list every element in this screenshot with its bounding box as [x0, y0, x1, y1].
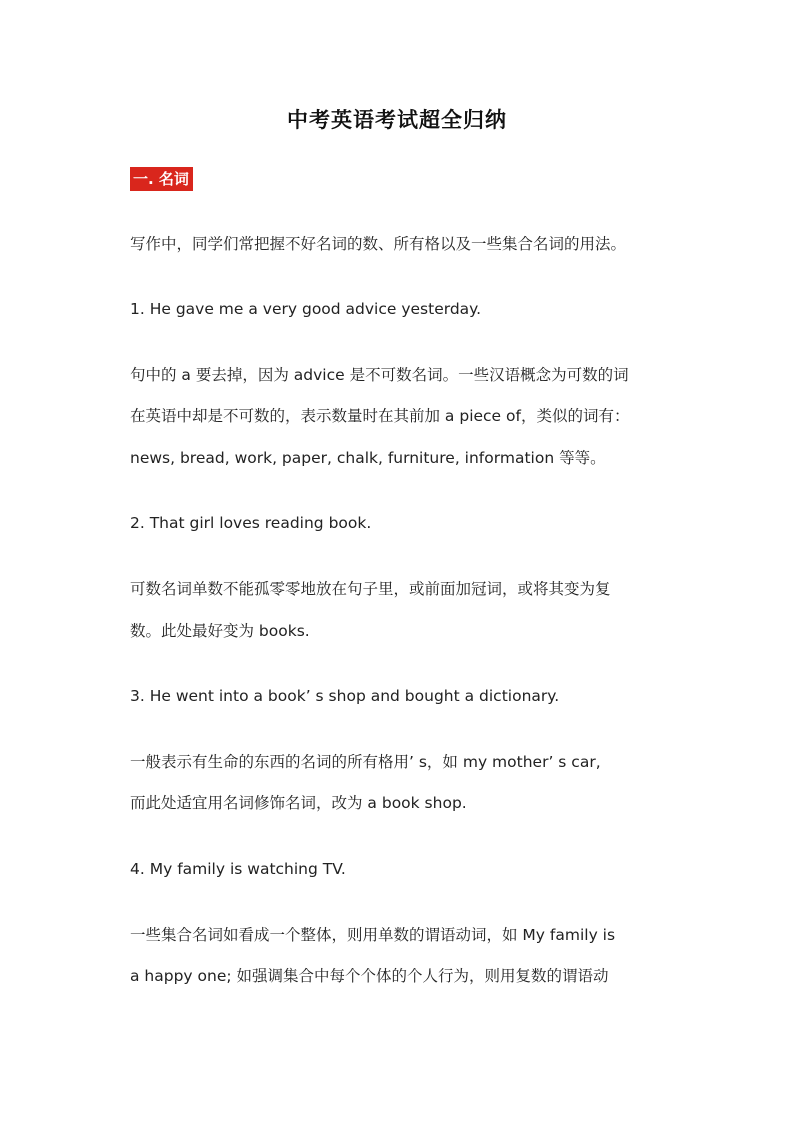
explanation-3-line-2: 而此处适宜用名词修饰名词，改为 a book shop. [130, 794, 467, 812]
intro-paragraph: 写作中，同学们常把握不好名词的数、所有格以及一些集合名词的用法。 [130, 235, 627, 253]
explanation-2-line-1: 可数名词单数不能孤零零地放在句子里，或前面加冠词，或将其变为复 [130, 580, 611, 598]
section-heading-nouns: 一. 名词 [130, 167, 193, 191]
explanation-1-line-3: news, bread, work, paper, chalk, furniture, information 等等。 [130, 449, 606, 467]
example-sentence-4: 4. My family is watching TV. [130, 860, 346, 878]
example-sentence-1: 1. He gave me a very good advice yesterday. [130, 300, 482, 318]
explanation-1-line-2: 在英语中却是不可数的，表示数量时在其前加 a piece of，类似的词有： [130, 407, 630, 425]
document-title: 中考英语考试超全归纳 [287, 108, 507, 132]
explanation-4-line-1: 一些集合名词如看成一个整体，则用单数的谓语动词，如 My family is [130, 926, 616, 944]
explanation-1-line-1: 句中的 a 要去掉，因为 advice 是不可数名词。一些汉语概念为可数的词 [130, 366, 629, 384]
explanation-4-line-2: a happy one; 如强调集合中每个个体的个人行为，则用复数的谓语动 [130, 967, 609, 985]
example-sentence-3: 3. He went into a book’ s shop and bought a dictionary. [130, 687, 560, 705]
explanation-3-line-1: 一般表示有生命的东西的名词的所有格用’ s，如 my mother’ s car, [130, 753, 601, 771]
explanation-2-line-2: 数。此处最好变为 books. [130, 622, 310, 640]
example-sentence-2: 2. That girl loves reading book. [130, 514, 372, 532]
